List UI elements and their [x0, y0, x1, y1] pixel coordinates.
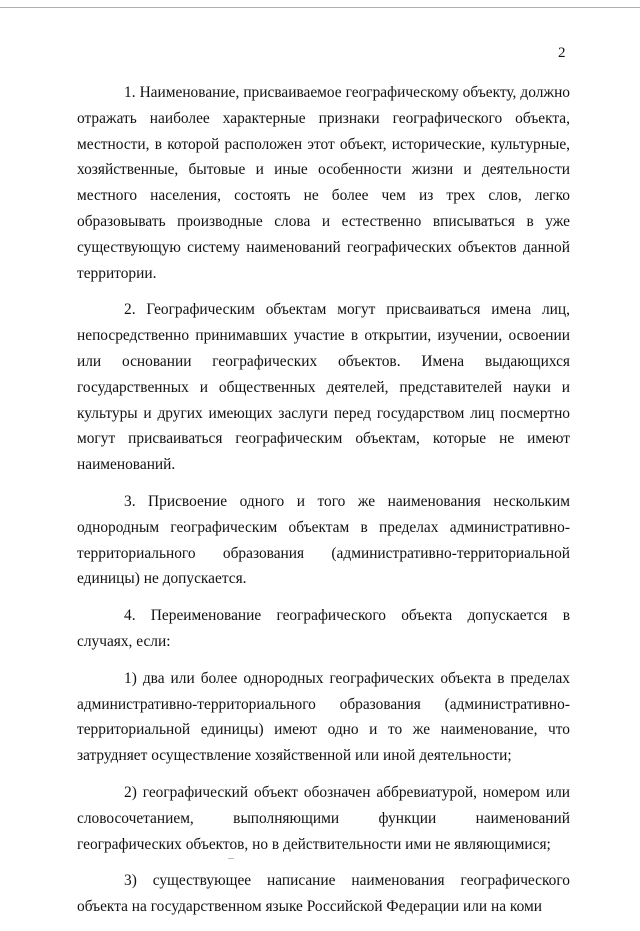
list-item-3: 3) существующее написание наименования географического объекта на государственном языке Российской Федерации или на коми	[77, 872, 570, 916]
paragraph-3: 3. Присвоение одного и того же наименования нескольким однородным географическим объектам в пределах административно-территориального образования (административно-территориальной единицы) не допускается.	[77, 492, 570, 588]
list-item-2: 2) географический объект обозначен аббревиатурой, номером или словосочетанием, выполняющими функции наименований географических объектов, но в действительности ими не являющимися;	[77, 783, 570, 853]
scan-smudge	[228, 858, 234, 859]
paragraph-1: 1. Наименование, присваиваемое географическому объекту, должно отражать наиболее характерные признаки географического объекта, местности, в которой расположен этот объект, исторические, культурные, хозяйственные, бытовые и иные особенности жизни и деятельности местного населения, состоять не более чем из трех слов, легко образовывать производные слова и естественно вписываться в уже существующую систему наименований географических объектов данной территории.	[77, 84, 570, 282]
paragraph-4: 4. Переименование географического объекта допускается в случаях, если:	[77, 607, 570, 650]
paragraph-2: 2. Географическим объектам могут присваиваться имена лиц, непосредственно принимавших участие в открытии, изучении, освоении или основании географических объектов. Имена выдающихся государственных и общественных деятелей, представителей науки и культуры и других имеющих заслуги перед государством лиц посмертно могут присваиваться географическим объектам, которые не имеют наименований.	[77, 301, 570, 474]
list-item-1: 1) два или более однородных географических объекта в пределах административно-территориального образования (административно-территориальной единицы) имеют одно и то же наименование, что затрудняет осуществление хозяйственной или иной деятельности;	[77, 669, 570, 765]
page-number: 2	[558, 45, 566, 61]
document-body	[77, 80, 570, 931]
scan-edge-line	[0, 7, 640, 8]
